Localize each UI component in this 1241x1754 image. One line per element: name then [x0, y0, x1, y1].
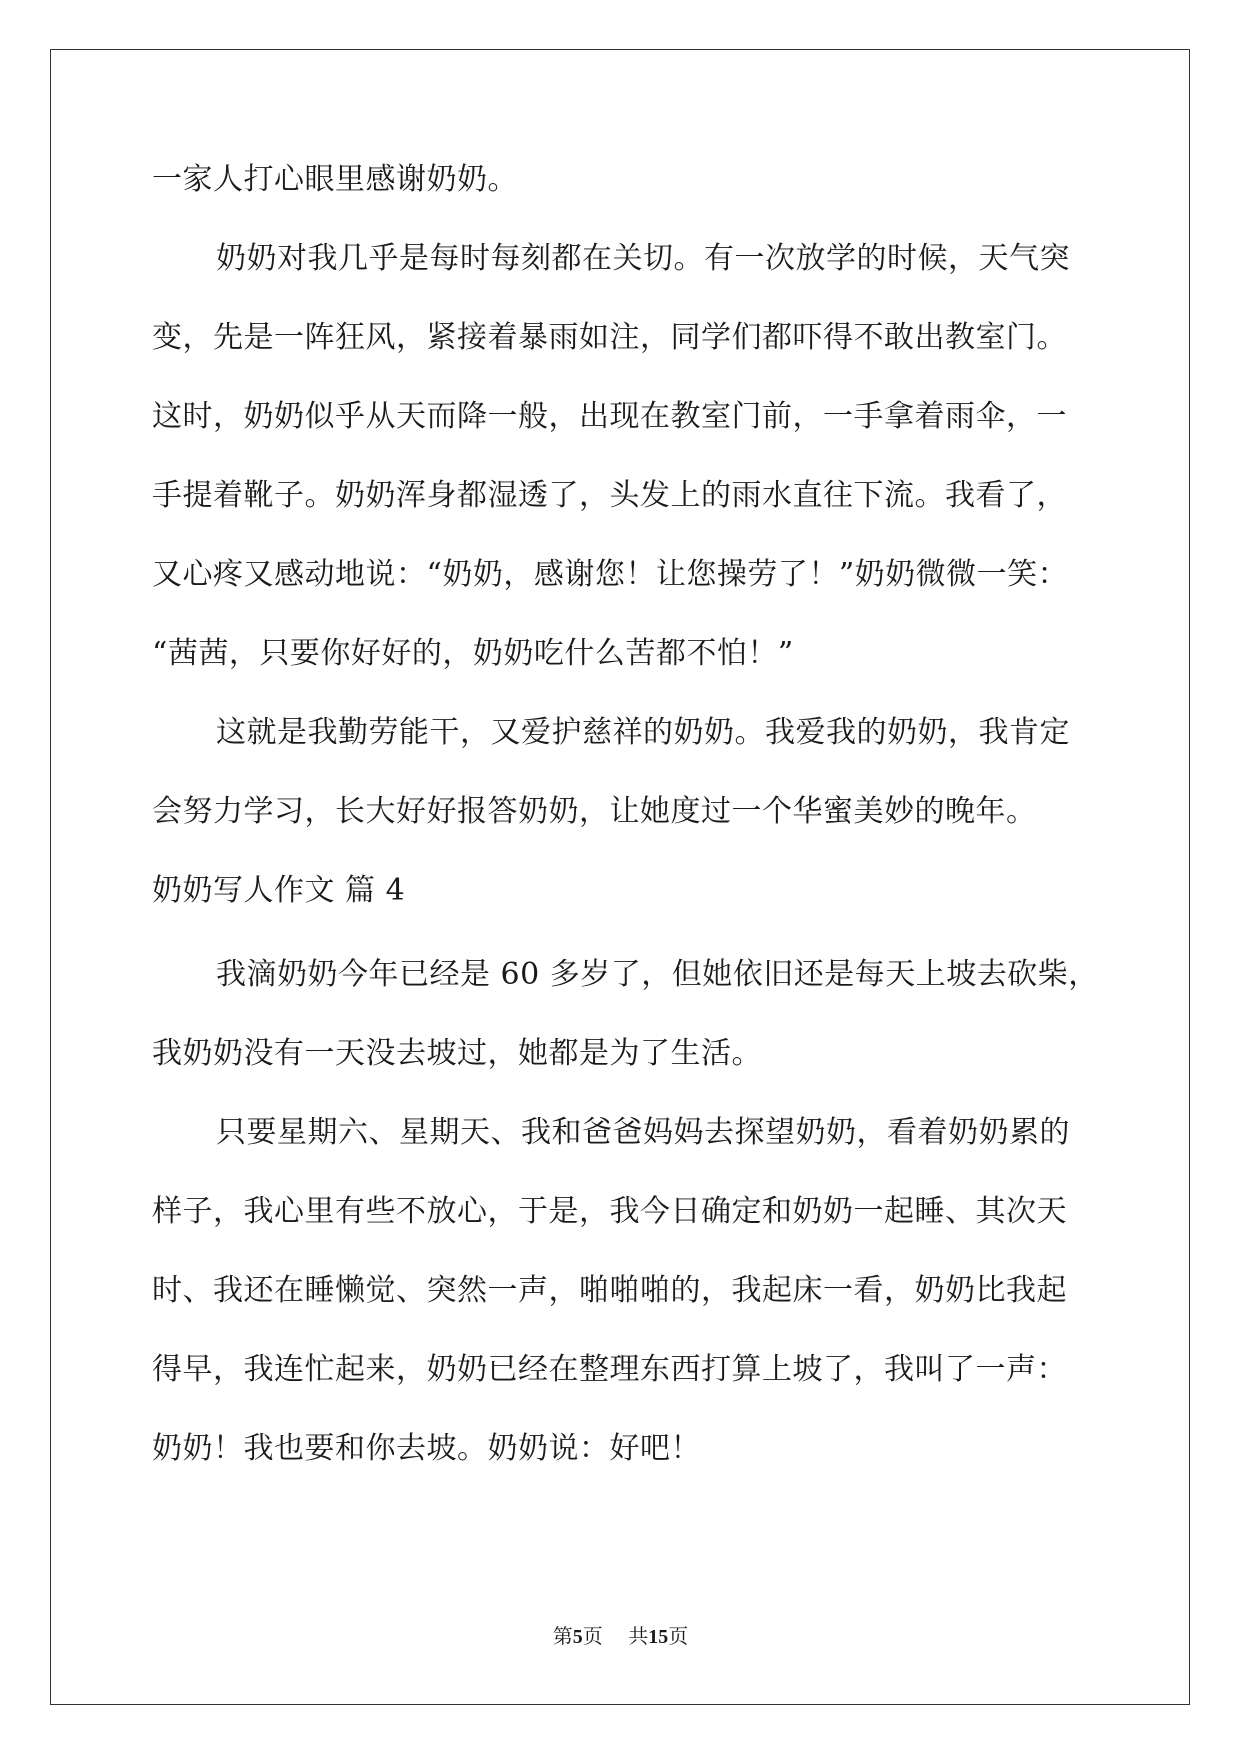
page-prefix: 第 [552, 1624, 573, 1648]
text-line: 奶奶！我也要和你去坡。奶奶说：好吧！ [152, 1431, 701, 1466]
text-line: 这时，奶奶似乎从天而降一般，出现在教室门前，一手拿着雨伞，一 [152, 399, 1067, 434]
page-suffix: 页 [582, 1624, 603, 1648]
page-number: 5 [572, 1626, 583, 1648]
text-line: 变，先是一阵狂风，紧接着暴雨如注，同学们都吓得不敢出教室门。 [152, 320, 1067, 355]
text-line: 样子，我心里有些不放心，于是，我今日确定和奶奶一起睡、其次天 [152, 1194, 1067, 1229]
paragraph-start-line: 这就是我勤劳能干，又爱护慈祥的奶奶。我爱我的奶奶，我肯定 [216, 715, 1070, 750]
text-line: 会努力学习，长大好好报答奶奶，让她度过一个华蜜美妙的晚年。 [152, 794, 1037, 829]
text-line: 得早，我连忙起来，奶奶已经在整理东西打算上坡了，我叫了一声： [152, 1352, 1067, 1387]
paragraph-start-line: 我滴奶奶今年已经是 60 多岁了，但她依旧还是每天上坡去砍柴， [216, 957, 1099, 992]
paragraph-start-line: 奶奶对我几乎是每时每刻都在关切。有一次放学的时候，天气突 [216, 241, 1070, 276]
text-line: 又心疼又感动地说：“奶奶，感谢您！让您操劳了！”奶奶微微一笑： [152, 557, 1069, 592]
section-heading: 奶奶写人作文 篇 4 [152, 873, 406, 908]
page-footer [0, 1623, 1241, 1650]
paragraph-start-line: 只要星期六、星期天、我和爸爸妈妈去探望奶奶，看着奶奶累的 [216, 1115, 1070, 1150]
text-line: 我奶奶没有一天没去坡过，她都是为了生活。 [152, 1036, 762, 1071]
total-pages: 15 [648, 1626, 669, 1648]
text-line: 时、我还在睡懒觉、突然一声，啪啪啪的，我起床一看，奶奶比我起 [152, 1273, 1067, 1308]
document-body [152, 160, 1099, 1508]
total-prefix: 共 [628, 1624, 649, 1648]
text-line: 一家人打心眼里感谢奶奶。 [152, 162, 518, 197]
text-line: “茜茜，只要你好好的，奶奶吃什么苦都不怕！” [152, 636, 794, 671]
total-suffix: 页 [668, 1624, 689, 1648]
text-line: 手提着靴子。奶奶浑身都湿透了，头发上的雨水直往下流。我看了， [152, 478, 1067, 513]
